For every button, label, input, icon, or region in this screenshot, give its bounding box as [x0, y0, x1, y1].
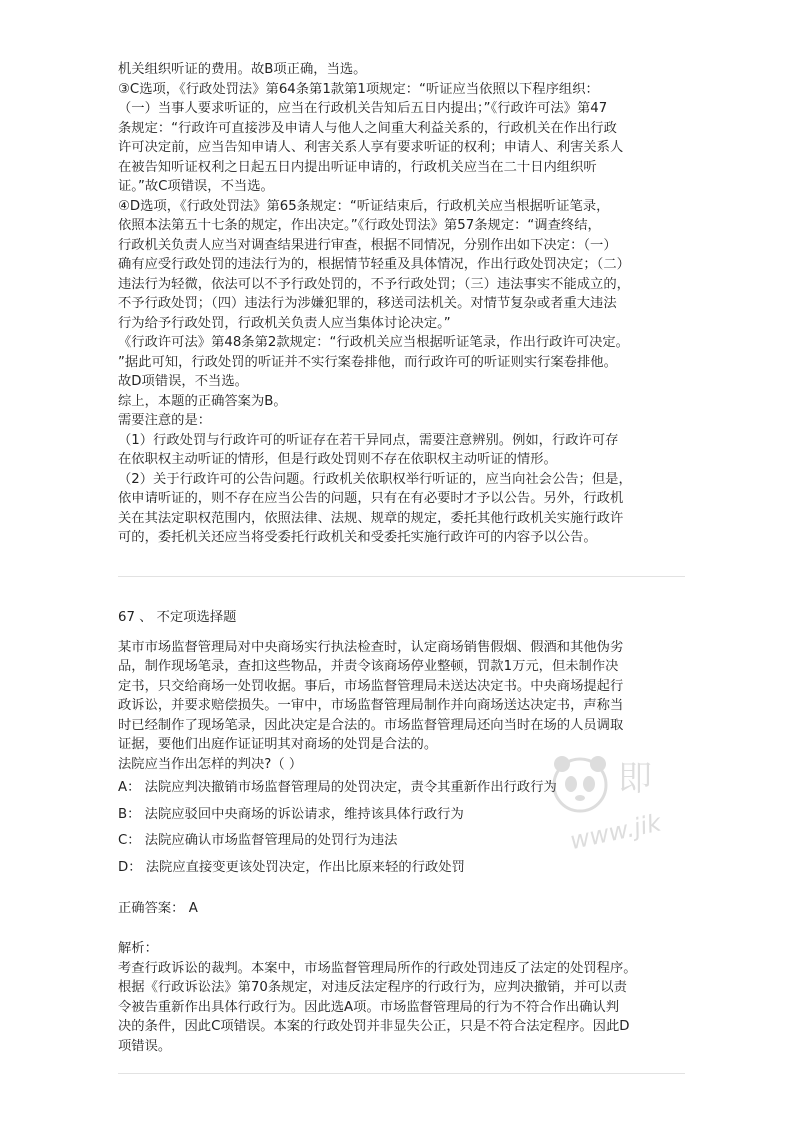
- analysis-text-line: 依申请听证的，则不存在应当公告的问题，只有在有必要时才予以公告。另外，行政机: [118, 491, 624, 506]
- question-stem: [118, 638, 688, 775]
- analysis-text-line: 依照本法第五十七条的规定，作出决定。”《行政处罚法》第57条规定：“调查终结，: [118, 218, 601, 233]
- analysis-text-line: 不予行政处罚；（四）违法行为涉嫌犯罪的，移送司法机关。对情节复杂或者重大违法: [118, 296, 617, 311]
- option-a[interactable]: A： 法院应判决撤销市场监督管理局的处罚决定，责令其重新作出行政行为: [118, 780, 557, 795]
- analysis-text-line: 证。”故C项错误，不当选。: [118, 179, 274, 194]
- analysis-text-line: 在依职权主动听证的情形，但是行政处罚则不存在依职权主动听证的情形。: [118, 452, 557, 467]
- analysis-text-line: 令被告重新作出具体行政行为。因此选A项。市场监督管理局的行为不符合作出确认判: [118, 999, 620, 1015]
- analysis-text-line: （2）关于行政许可的公告问题。行政机关依职权举行听证的，应当向社会公告；但是，: [118, 471, 632, 487]
- analysis-text-line: 综上，本题的正确答案为B。: [118, 393, 287, 409]
- analysis-text-line: 在被告知听证权利之日起五日内提出听证申请的，行政机关应当在二十日内组织听: [118, 159, 597, 175]
- stem-text-line: 法院应当作出怎样的判决?（ ）: [118, 756, 303, 772]
- question-title: 67 、 不定项选择题: [118, 610, 237, 625]
- analysis-text-line: 确有应受行政处罚的违法行为的，根据情节轻重及具体情况，作出行政处罚决定；（二）: [118, 257, 630, 272]
- analysis-text-line: 故D项错误，不当选。: [118, 374, 248, 389]
- analysis-text-line: 许可决定前，应当告知申请人、利害关系人享有要求听证的权利；申请人、利害关系人: [118, 140, 624, 155]
- question-options: [118, 778, 688, 877]
- analysis-text-line: 考查行政诉讼的裁判。本案中，市场监督管理局所作的行政处罚违反了法定的处罚程序。: [118, 960, 637, 976]
- stem-text-line: 证据，要他们出庭作证证明其对商场的处罚是合法的。: [118, 737, 438, 752]
- analysis-text-line: 机关组织听证的费用。故B项正确，当选。: [118, 62, 367, 77]
- analysis-text-line: 违法行为轻微，依法可以不予行政处罚的，不予行政处罚；（三）违法事实不能成立的，: [118, 276, 630, 292]
- stem-text-line: 品，制作现场笔录，查扣这些物品，并责令该商场停业整顿，罚款1万元，但未制作决: [118, 659, 619, 674]
- option-b[interactable]: B： 法院应驳回中央商场的诉讼请求，维持该具体行政行为: [118, 806, 464, 822]
- option-c[interactable]: C： 法院应确认市场监督管理局的处罚行为违法: [118, 833, 398, 848]
- previous-analysis: [118, 60, 688, 548]
- analysis-text-line: 关在其法定职权范围内，依照法律、法规、规章的规定，委托其他行政机关实施行政许: [118, 510, 624, 526]
- analysis-section: [118, 939, 688, 1056]
- analysis-text-line: ④D选项，《行政处罚法》第65条规定：“听证结束后，行政机关应当根据听证笔录，: [118, 198, 610, 214]
- watermark-char: 即: [618, 759, 652, 799]
- analysis-text-line: 可的，委托机关还应当将受委托行政机关和受委托实施行政许可的内容予以公告。: [118, 530, 597, 545]
- analysis-text-line: 行政机关负责人应当对调查结果进行审查，根据不同情况，分别作出如下决定：（一）: [118, 237, 617, 253]
- analysis-label: 解析：: [118, 941, 158, 956]
- previous-analysis-lines: [118, 60, 688, 548]
- question-67: [118, 608, 688, 884]
- analysis-text-line: 决的条件，因此C项错误。本案的行政处罚并非显失公正，只是不符合法定程序。因此D: [118, 1019, 630, 1034]
- analysis-text-line: （1）行政处罚与行政许可的听证存在若干异同点，需要注意辨别。例如，行政许可存: [118, 432, 619, 448]
- stem-text-line: 定书，只交给商场一处罚收据。事后，市场监督管理局未送达决定书。中央商场提起行: [118, 678, 624, 694]
- analysis-text-line: 项错误。: [118, 1038, 172, 1054]
- watermark-url: www.jik: [567, 808, 664, 856]
- section-divider-bottom: [118, 1073, 685, 1074]
- analysis-text-line: 根据《行政诉讼法》第70条规定，对违反法定程序的行政行为，应判决撤销，并可以责: [118, 980, 627, 995]
- analysis-text-line: 需要注意的是：: [118, 413, 212, 428]
- analysis-text-line: ③C选项，《行政处罚法》第64条第1款第1项规定：“听证应当依照以下程序组织：: [118, 81, 599, 97]
- stem-text-line: 某市市场监督管理局对中央商场实行执法检查时，认定商场销售假烟、假酒和其他伪劣: [118, 639, 624, 655]
- analysis-text-line: 行为给予行政处罚，行政机关负责人应当集体讨论决定。”: [118, 315, 451, 331]
- stem-text-line: 时已经制作了现场笔录，因此决定是合法的。市场监督管理局还向当时在场的人员调取: [118, 717, 624, 733]
- analysis-text-line: ”据此可知，行政处罚的听证并不实行案卷排他，而行政许可的听证则实行案卷排他。: [118, 354, 617, 370]
- analysis-lines: [118, 959, 688, 1057]
- analysis-text-line: 《行政许可法》第48条第2款规定：“行政机关应当根据听证笔录，作出行政许可决定。: [118, 335, 629, 350]
- analysis-text-line: （一）当事人要求听证的，应当在行政机关告知后五日内提出；”《行政许可法》第47: [118, 101, 608, 116]
- section-divider-top: [118, 576, 685, 577]
- stem-text-line: 政诉讼，并要求赔偿损失。一审中，市场监督管理局制作并向商场送达决定书，声称当: [118, 698, 624, 713]
- option-d[interactable]: D： 法院应直接变更该处罚决定，作出比原来轻的行政处罚: [118, 859, 465, 875]
- correct-answer: 正确答案： A: [118, 901, 198, 916]
- analysis-text-line: 条规定：“行政许可直接涉及申请人与他人之间重大利益关系的，行政机关在作出行政: [118, 120, 617, 136]
